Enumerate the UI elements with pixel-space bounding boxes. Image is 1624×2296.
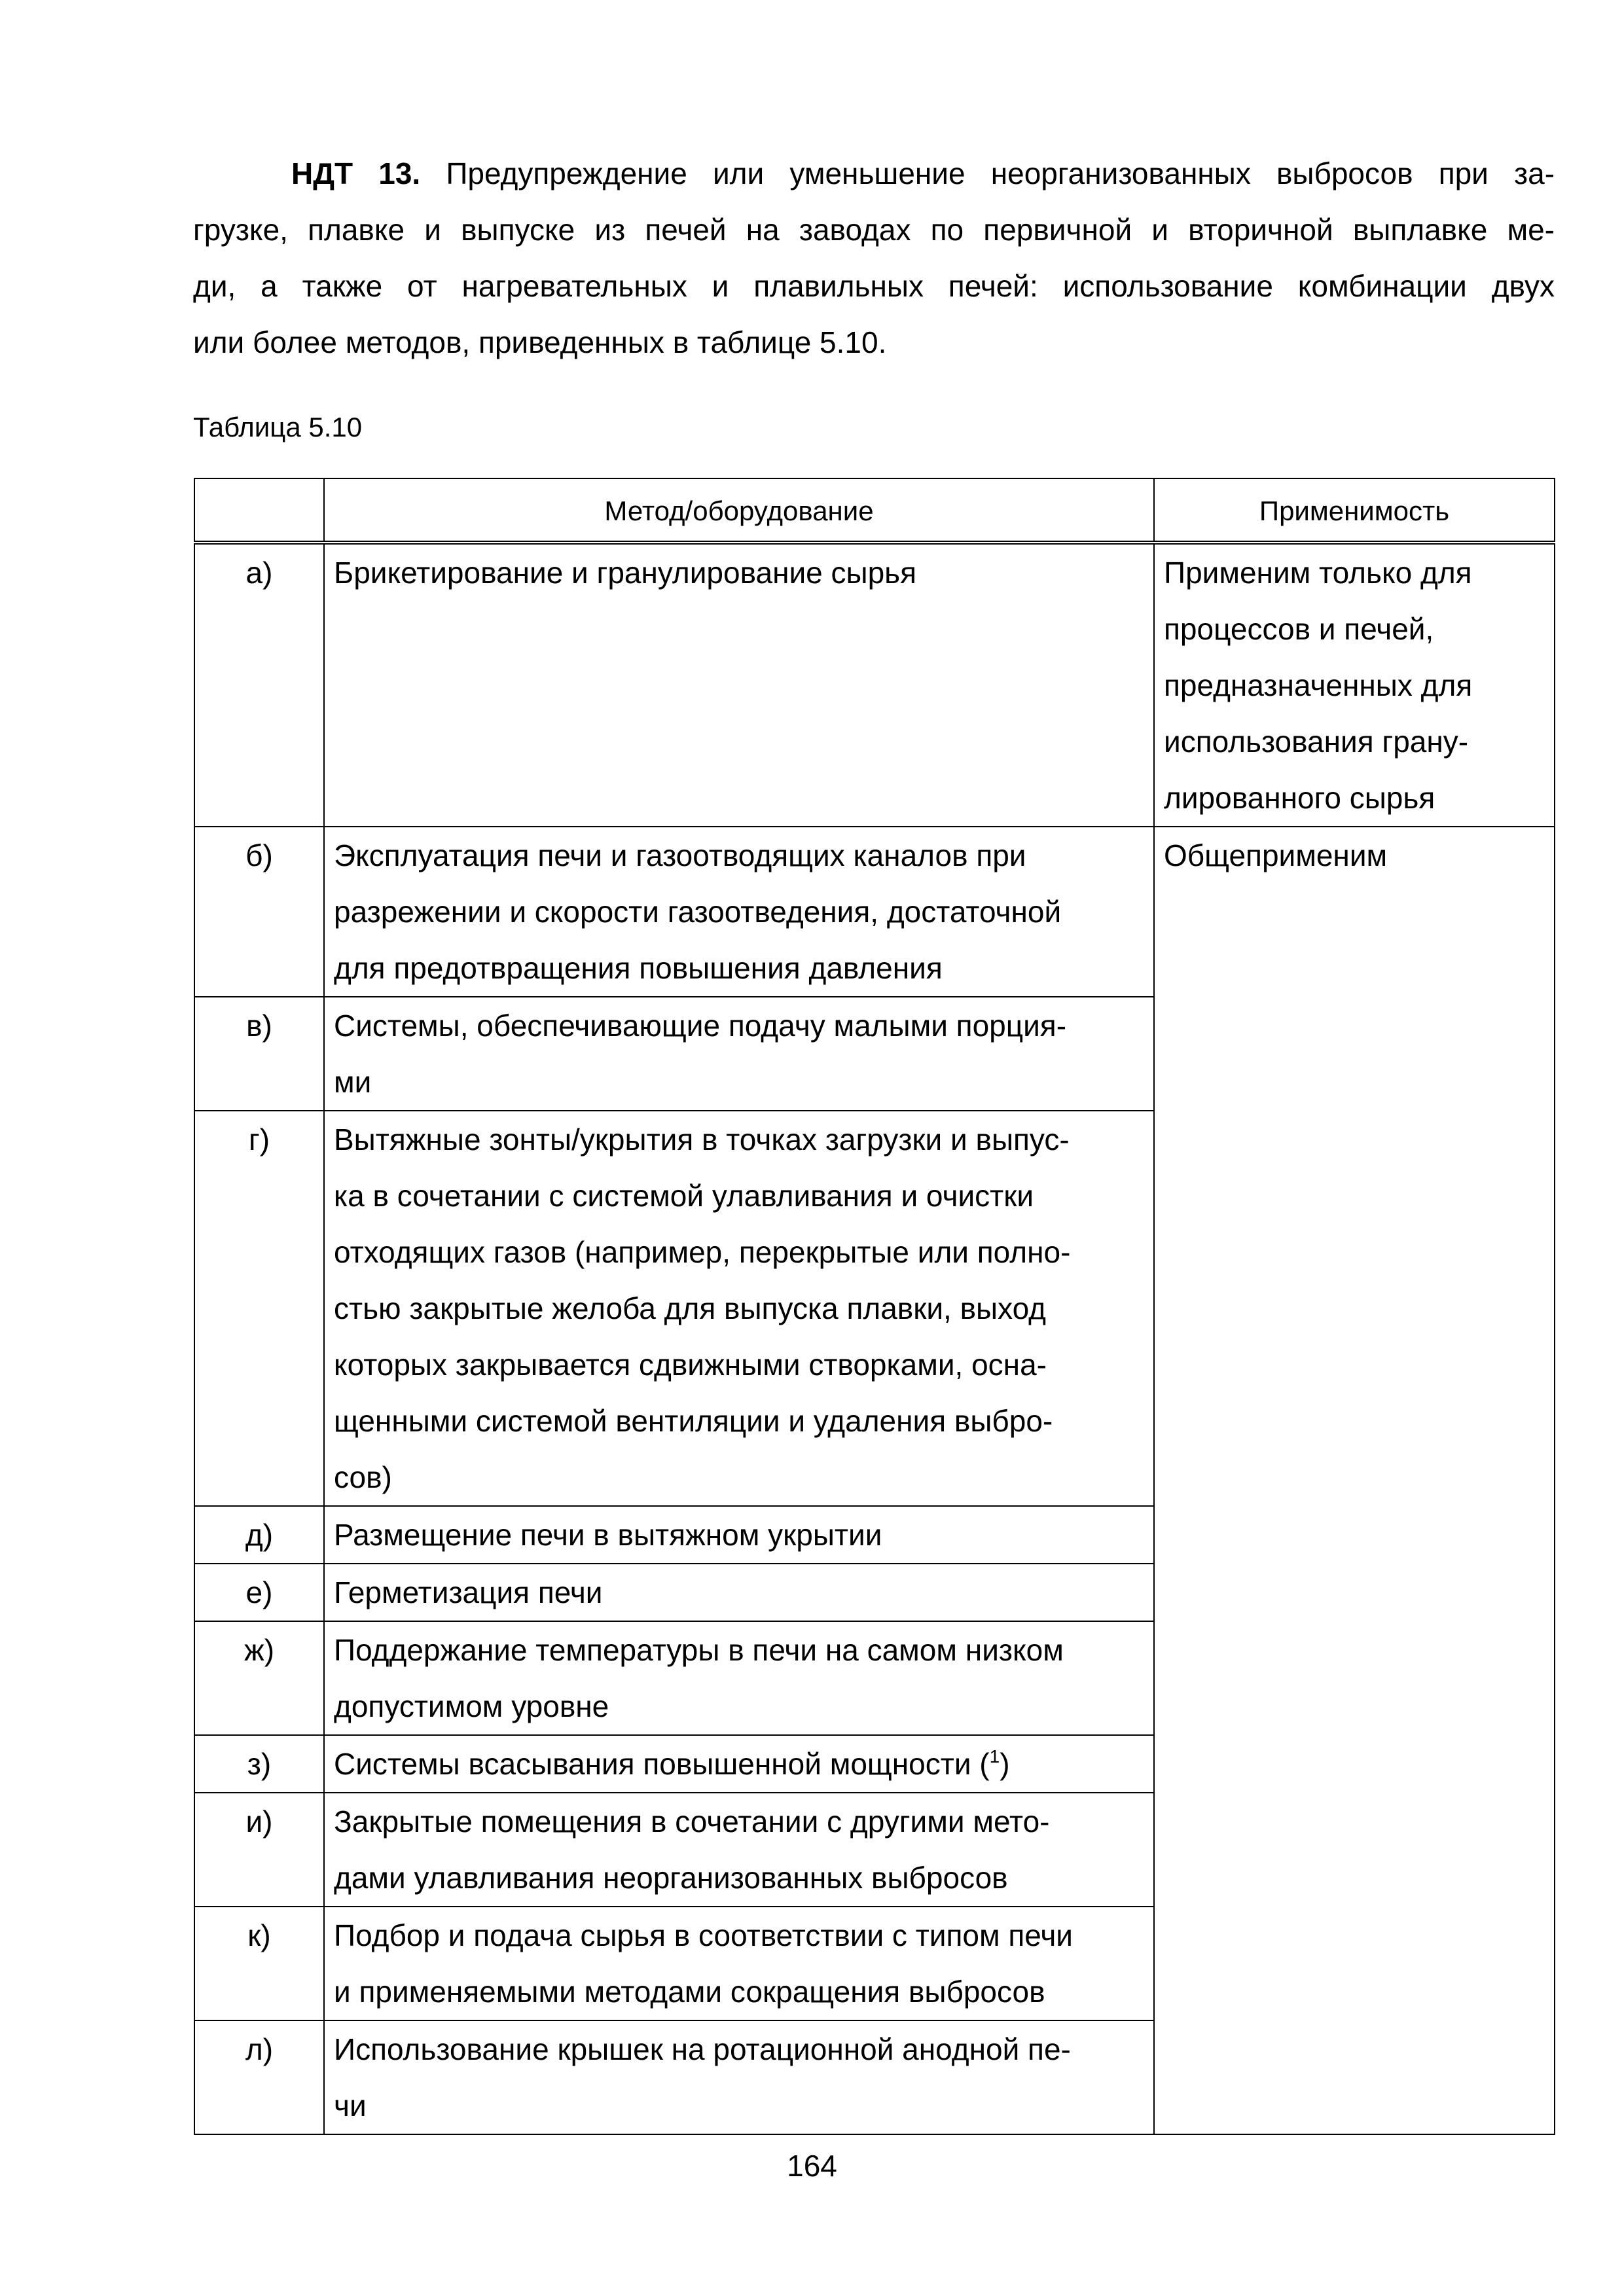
table-header-row <box>194 478 1555 543</box>
techniques-table <box>194 478 1555 2135</box>
row-method: Закрытые помещения в сочетании с другими мето- дами улавливания неорганизованных выбросов <box>324 1793 1154 1907</box>
header-index <box>194 478 324 543</box>
row-applicability: Общеприменим <box>1154 827 1555 2134</box>
row-index: б) <box>194 827 324 997</box>
row-index: д) <box>194 1506 324 1564</box>
row-index: е) <box>194 1564 324 1621</box>
row-method: Герметизация печи <box>324 1564 1154 1621</box>
row-method: Поддержание температуры в печи на самом низком допустимом уровне <box>324 1621 1154 1735</box>
row-method: Вытяжные зонты/укрытия в точках загрузки и выпус- ка в сочетании с системой улавливания и очистки отходящих газов (например, перекрытые или полно- стью закрытые желоба для выпуска плавки, выход которых закрывается сдвижными створками, осна- щенными системой вентиляции и удаления выбро- сов) <box>324 1111 1154 1506</box>
header-applicability: Применимость <box>1154 478 1555 543</box>
paragraph-line: или более методов, приведенных в таблице 5.10. <box>193 325 887 359</box>
bat-label: НДТ 13. <box>291 156 421 190</box>
row-method: Системы, обеспечивающие подачу малыми порция- ми <box>324 997 1154 1111</box>
paragraph-line: ди, а также от нагревательных и плавильных печей: использование комбинации двух <box>193 269 1555 303</box>
paragraph-line: НДТ 13. Предупреждение или уменьшение неорганизованных выбросов при за- <box>291 156 1555 190</box>
table-caption: Таблица 5.10 <box>193 412 363 442</box>
row-index: л) <box>194 2020 324 2134</box>
page-number: 164 <box>787 2149 837 2183</box>
row-index: ж) <box>194 1621 324 1735</box>
table-row <box>194 543 1555 827</box>
row-method: Брикетирование и гранулирование сырья <box>324 543 1154 827</box>
paragraph-line: грузке, плавке и выпуске из печей на заводах по первичной и вторичной выплавке ме- <box>193 213 1555 247</box>
row-method: Системы всасывания повышенной мощности ($^1$) <box>324 1735 1154 1793</box>
row-index: в) <box>194 997 324 1111</box>
row-index: и) <box>194 1793 324 1907</box>
row-index: з) <box>194 1735 324 1793</box>
footnote-mark: 1 <box>989 1746 1000 1767</box>
row-index: к) <box>194 1907 324 2020</box>
bat-13-paragraph <box>193 145 1555 370</box>
row-index: а) <box>194 543 324 827</box>
row-method: Эксплуатация печи и газоотводящих каналов при разрежении и скорости газоотведения, достаточной для предотвращения повышения давления <box>324 827 1154 997</box>
row-applicability: Применим только для процессов и печей, предназначенных для использования грану- лированного сырья <box>1154 543 1555 827</box>
header-method: Метод/оборудование <box>324 478 1154 543</box>
row-method: Размещение печи в вытяжном укрытии <box>324 1506 1154 1564</box>
row-method: Использование крышек на ротационной анодной пе- чи <box>324 2020 1154 2134</box>
table-row <box>194 827 1555 997</box>
row-index: г) <box>194 1111 324 1506</box>
row-method: Подбор и подача сырья в соответствии с типом печи и применяемыми методами сокращения выбросов <box>324 1907 1154 2020</box>
